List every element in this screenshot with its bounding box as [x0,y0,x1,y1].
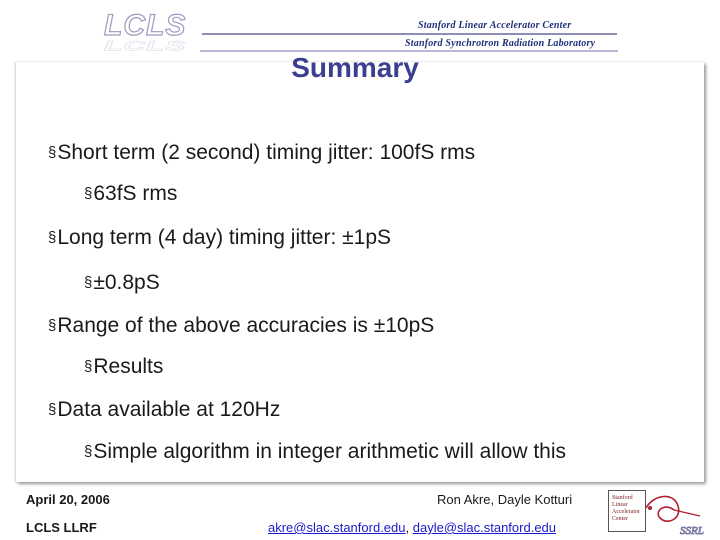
slide-title: Summary [291,52,419,83]
bullet-item [84,440,566,464]
bullet-item [48,141,475,165]
lcls-logo-reflection: LCLS [104,38,187,52]
bullet-marker: § [48,144,57,161]
org-line-1: Stanford Linear Accelerator Center [418,20,572,31]
bullet-item [84,355,163,379]
bullet-text: ±0.8pS [93,271,160,294]
slac-logo-text: Stanford Linear Accelerator Center [612,495,640,522]
bullet-text: Results [93,355,164,378]
bullet-marker: § [84,274,93,291]
bullet-text: 63fS rms [93,182,178,205]
lcls-logo-text: LCLS [104,9,187,42]
footer-group: LCLS LLRF [26,520,97,535]
bullet-marker: § [84,443,93,460]
slac-ssrl-logo [608,488,716,538]
bullet-text: Range of the above accuracies is ±10pS [57,314,435,337]
org-line-2: Stanford Synchrotron Radiation Laboratory [405,38,596,49]
bullet-item [84,271,160,295]
bullet-marker: § [48,229,57,246]
footer-emails [268,520,556,535]
bullet-item [48,314,434,338]
bullet-marker: § [84,358,93,375]
bullet-text: Short term (2 second) timing jitter: 100fS rms [57,141,476,164]
bullet-item [48,398,280,422]
bullet-item [84,182,177,206]
bullet-marker: § [84,185,93,202]
email-link-akre[interactable]: akre@slac.stanford.edu [268,520,406,535]
footer-authors: Ron Akre, Dayle Kotturi [437,492,573,507]
bullet-marker: § [48,401,57,418]
bullet-text: Data available at 120Hz [57,398,281,421]
ssrl-ring-icon [644,488,716,538]
email-link-dayle[interactable]: dayle@slac.stanford.edu [412,520,557,535]
bullet-text: Long term (4 day) timing jitter: ±1pS [57,226,392,249]
slac-logo-box [608,490,646,532]
email-separator: , [405,520,413,535]
bullet-marker: § [48,317,57,334]
bullet-item [48,226,391,250]
ssrl-logo-text: SSRL [680,525,704,537]
bullet-text: Simple algorithm in integer arithmetic will allow this [93,440,567,463]
footer-date: April 20, 2006 [26,492,110,507]
